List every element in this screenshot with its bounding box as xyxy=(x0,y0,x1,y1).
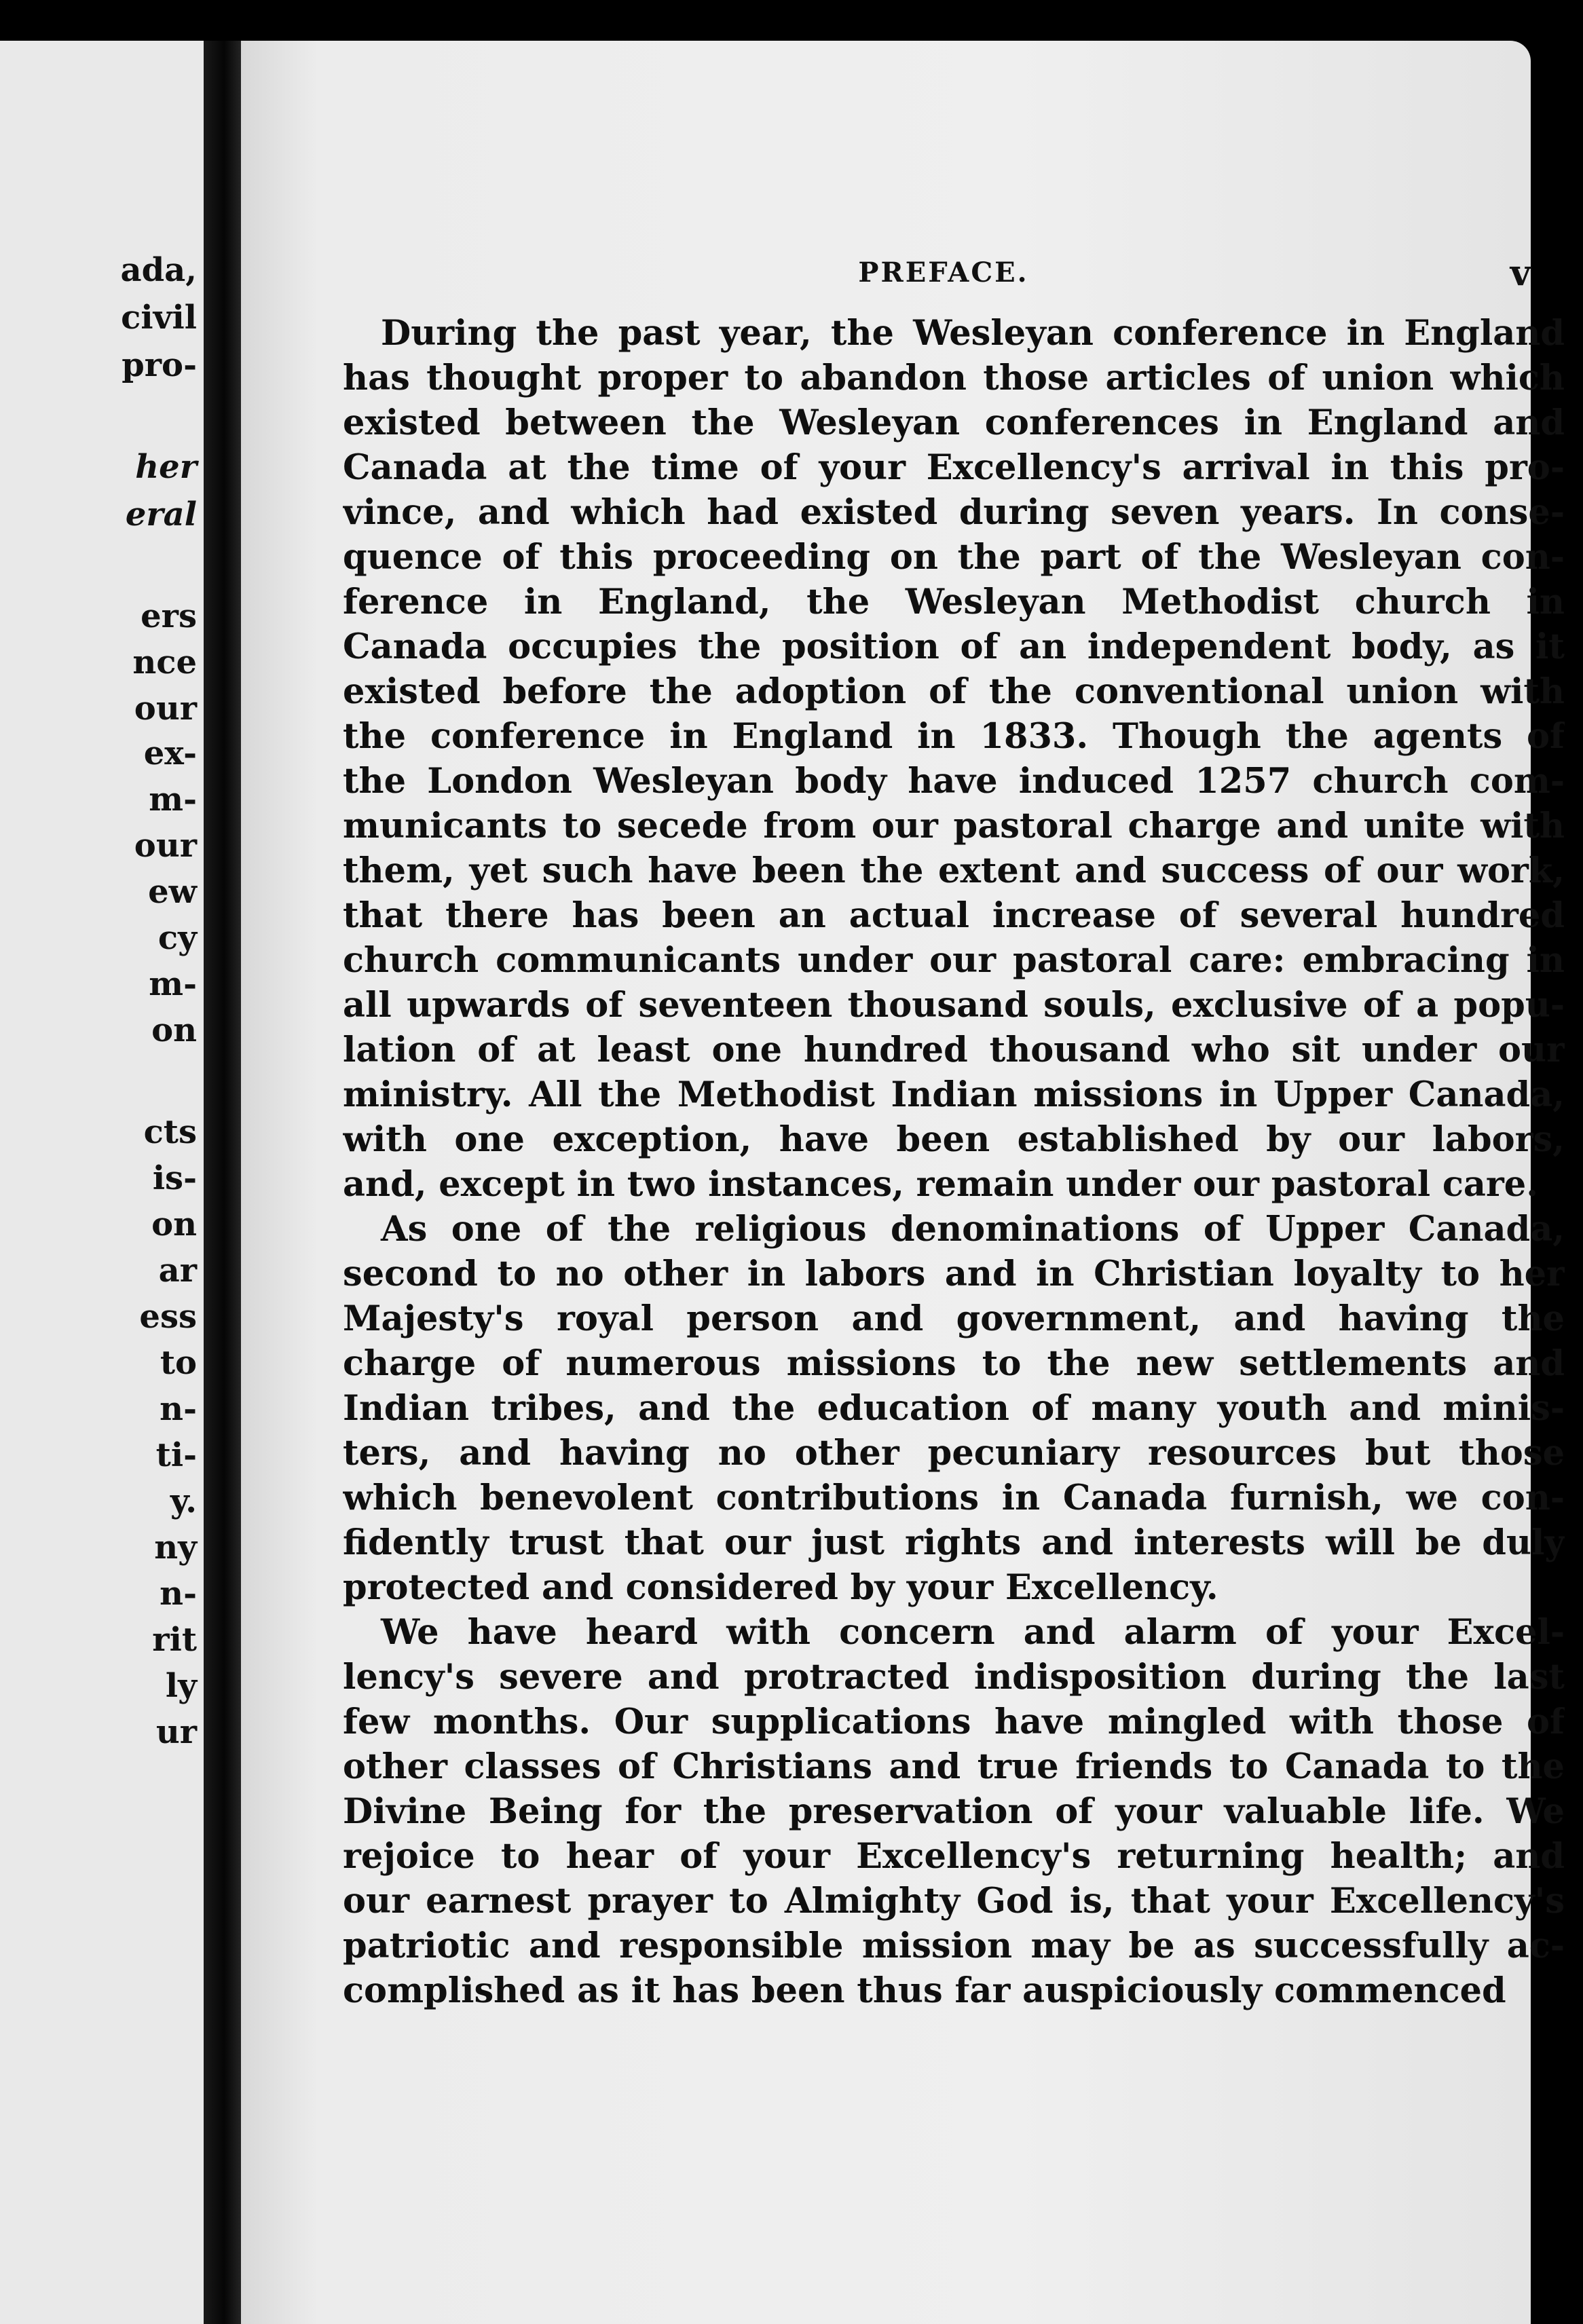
left-facing-page xyxy=(0,41,210,2324)
left-page-fragment: m- xyxy=(149,965,197,1003)
left-page-fragment: y. xyxy=(170,1482,197,1520)
left-page-fragment: n- xyxy=(160,1390,197,1428)
text-line: Canada occupies the position of an independent body, as it xyxy=(343,626,1565,667)
left-page-fragment: ur xyxy=(155,1713,197,1751)
left-page-fragment: ar xyxy=(158,1252,197,1290)
paragraph xyxy=(343,1207,1565,1610)
text-line: our earnest prayer to Almighty God is, that your Excellency's xyxy=(343,1881,1565,1922)
left-page-fragment: pro- xyxy=(122,346,197,384)
running-title: PREFACE. xyxy=(858,257,1029,288)
left-page-fragment: to xyxy=(160,1344,197,1382)
left-page-fragment: ex- xyxy=(143,734,197,772)
left-page-fragment: ew xyxy=(148,873,197,911)
text-line: rejoice to hear of your Excellency's returning health; and xyxy=(343,1836,1565,1877)
text-line: the conference in England in 1833. Though the agents of xyxy=(343,716,1565,757)
left-page-fragment: ly xyxy=(165,1667,197,1705)
left-page-fragment: our xyxy=(134,690,197,728)
body-text xyxy=(343,311,1565,2013)
left-page-fragment: n- xyxy=(160,1575,197,1613)
text-line: existed before the adoption of the conventional union with xyxy=(343,671,1565,712)
text-line: existed between the Wesleyan conferences in England and xyxy=(343,402,1565,443)
paragraph xyxy=(343,311,1565,1207)
left-page-fragment: ny xyxy=(154,1529,197,1567)
text-line: the London Wesleyan body have induced 1257 church com- xyxy=(343,761,1565,802)
text-line: that there has been an actual increase of several hundred xyxy=(343,895,1565,936)
text-line: Canada at the time of your Excellency's arrival in this pro- xyxy=(343,447,1565,488)
text-line: with one exception, have been established by our labors, xyxy=(343,1119,1565,1160)
text-line: During the past year, the Wesleyan conference in England xyxy=(381,313,1565,354)
text-line: few months. Our supplications have mingled with those of xyxy=(343,1702,1565,1742)
text-line: fidently trust that our just rights and interests will be duly xyxy=(343,1522,1565,1563)
left-page-fragment: m- xyxy=(149,781,197,819)
book-gutter xyxy=(204,41,244,2324)
text-line: which benevolent contributions in Canada furnish, we con- xyxy=(343,1478,1565,1518)
text-line: As one of the religious denominations of Upper Canada, xyxy=(381,1209,1565,1250)
text-line: ministry. All the Methodist Indian missions in Upper Canada, xyxy=(343,1074,1565,1115)
left-page-fragment: ers xyxy=(141,597,197,635)
right-page xyxy=(241,41,1565,2324)
text-line: protected and considered by your Excellency. xyxy=(343,1567,1218,1608)
text-line: second to no other in labors and in Christian loyalty to her xyxy=(343,1254,1565,1294)
text-line: and, except in two instances, remain under our pastoral care. xyxy=(343,1164,1538,1205)
left-page-fragment: our xyxy=(134,827,197,865)
text-line: lation of at least one hundred thousand who sit under our xyxy=(343,1030,1565,1070)
left-page-fragment: cts xyxy=(143,1113,197,1151)
text-line: quence of this proceeding on the part of the Wesleyan con- xyxy=(343,537,1565,578)
text-line: church communicants under our pastoral care: embracing in xyxy=(343,940,1565,981)
paragraph xyxy=(343,1610,1565,2013)
page-number: v xyxy=(1510,252,1531,294)
left-page-fragment: civil xyxy=(121,299,197,337)
left-page-fragment: cy xyxy=(157,919,197,957)
left-page-fragment: on xyxy=(151,1205,197,1243)
text-line: Divine Being for the preservation of your valuable life. We xyxy=(343,1791,1565,1832)
text-line: complished as it has been thus far auspiciously commenced xyxy=(343,1970,1506,2011)
left-page-fragment: ti- xyxy=(155,1436,197,1474)
text-line: patriotic and responsible mission may be as successfully ac- xyxy=(343,1926,1565,1966)
text-line: has thought proper to abandon those articles of union which xyxy=(343,358,1565,398)
text-line: municants to secede from our pastoral charge and unite with xyxy=(343,806,1565,846)
text-line: We have heard with concern and alarm of your Excel- xyxy=(381,1612,1565,1653)
text-line: lency's severe and protracted indisposition during the last xyxy=(343,1657,1565,1698)
text-line: all upwards of seventeen thousand souls, exclusive of a popu- xyxy=(343,985,1565,1026)
text-line: other classes of Christians and true friends to Canada to the xyxy=(343,1746,1565,1787)
left-page-fragment: nce xyxy=(132,643,197,681)
text-line: Indian tribes, and the education of many youth and minis- xyxy=(343,1388,1565,1429)
left-page-fragment: ada, xyxy=(120,251,197,289)
running-head xyxy=(343,252,1544,297)
text-line: Majesty's royal person and government, and having the xyxy=(343,1298,1565,1339)
text-line: ference in England, the Wesleyan Methodist church in xyxy=(343,582,1565,622)
left-page-fragment: her xyxy=(135,448,197,486)
left-page-fragment: eral xyxy=(125,495,197,533)
text-line: them, yet such have been the extent and success of our work, xyxy=(343,850,1565,891)
text-line: charge of numerous missions to the new settlements and xyxy=(343,1343,1565,1384)
text-line: ters, and having no other pecuniary resources but those xyxy=(343,1433,1565,1474)
left-page-text-fragments xyxy=(0,41,197,2324)
left-page-fragment: ess xyxy=(139,1298,197,1336)
left-page-fragment: is- xyxy=(152,1159,197,1197)
left-page-fragment: on xyxy=(151,1011,197,1049)
text-line: vince, and which had existed during seven years. In conse- xyxy=(343,492,1565,533)
left-page-fragment: rit xyxy=(152,1621,197,1659)
